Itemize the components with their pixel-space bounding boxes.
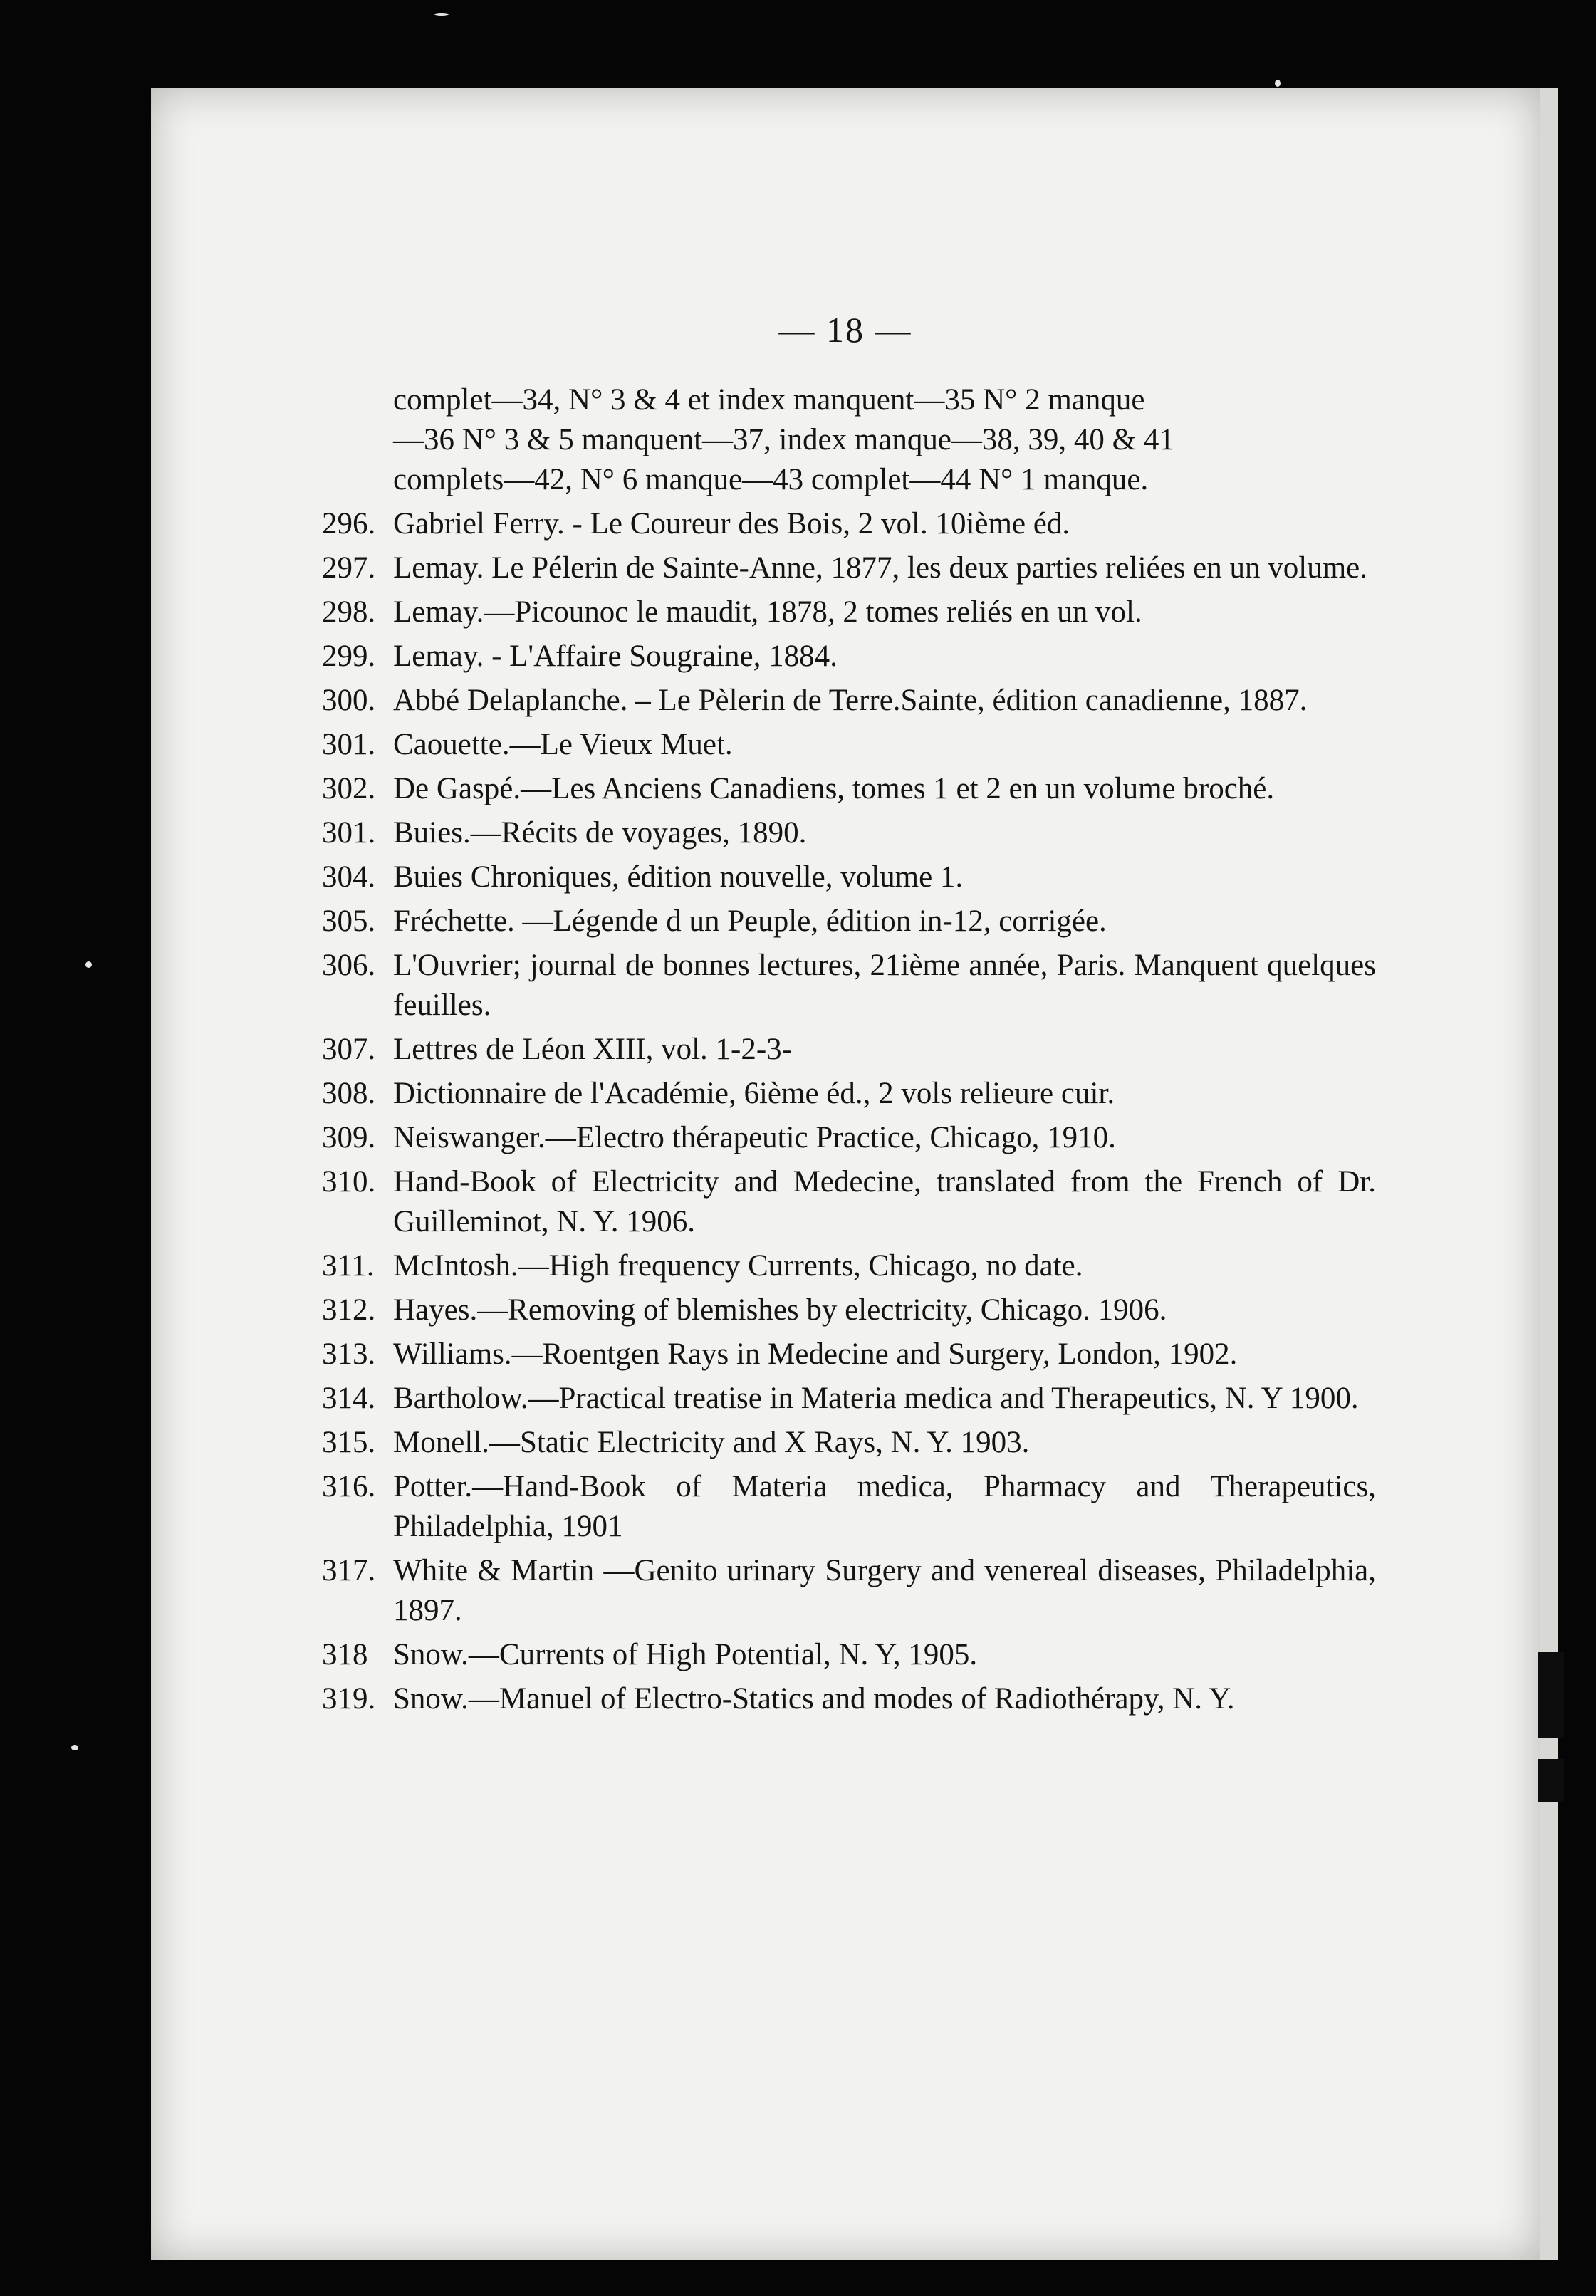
continued-line: complet—34, N° 3 & 4 et index manquent—35 N° 2 manque	[393, 383, 1145, 417]
entry-number: 304.	[322, 860, 376, 894]
catalogue-list	[322, 380, 1376, 1719]
catalogue-entry-301	[322, 725, 1376, 765]
scan-speck	[71, 1745, 78, 1750]
entry-number: 307.	[322, 1033, 376, 1066]
catalogue-entry-306	[322, 946, 1376, 1026]
entry-text: Hand-Book of Electricity and Medecine, translated from the French of Dr. Guilleminot, N. Y. 1906.	[393, 1165, 1376, 1238]
catalogue-entry-315	[322, 1423, 1376, 1463]
catalogue-entry-312	[322, 1290, 1376, 1330]
entry-text: Abbé Delaplanche. – Le Pèlerin de Terre.Sainte, édition canadienne, 1887.	[393, 684, 1308, 717]
entry-text: De Gaspé.—Les Anciens Canadiens, tomes 1 et 2 en un volume broché.	[393, 772, 1275, 805]
entry-number: 317.	[322, 1554, 376, 1587]
catalogue-entry-309	[322, 1118, 1376, 1158]
page-number: — 18 —	[778, 310, 912, 350]
entry-text: Snow.—Currents of High Potential, N. Y, 1905.	[393, 1638, 978, 1671]
scan-speck	[85, 961, 92, 968]
entry-text: Buies Chroniques, édition nouvelle, volume 1.	[393, 860, 964, 894]
entry-text: Lettres de Léon XIII, vol. 1-2-3-	[393, 1033, 792, 1066]
catalogue-entry-314	[322, 1379, 1376, 1419]
entry-number: 310.	[322, 1165, 376, 1199]
scan-speck	[434, 13, 449, 16]
catalogue-entry-298	[322, 593, 1376, 632]
entry-number: 300.	[322, 684, 376, 717]
entry-text: Lemay. - L'Affaire Sougraine, 1884.	[393, 640, 838, 673]
catalogue-entry-302	[322, 769, 1376, 809]
binding-mark	[1538, 1652, 1564, 1738]
catalogue-entry-305	[322, 902, 1376, 941]
binding-mark	[1538, 1759, 1564, 1802]
catalogue-entry-296	[322, 504, 1376, 544]
entry-number: 313.	[322, 1337, 376, 1371]
entry-text: White & Martin —Genito urinary Surgery and venereal diseases, Philadelphia, 1897.	[393, 1554, 1376, 1627]
catalogue-entry-303	[322, 813, 1376, 853]
entry-text: Buies.—Récits de voyages, 1890.	[393, 816, 807, 850]
catalogue-entry-297	[322, 548, 1376, 588]
entry-number: 318	[322, 1638, 368, 1671]
entry-text: Neiswanger.—Electro thérapeutic Practice, Chicago, 1910.	[393, 1121, 1116, 1154]
entry-text: Dictionnaire de l'Académie, 6ième éd., 2 vols relieure cuir.	[393, 1077, 1115, 1110]
document-page	[151, 88, 1540, 2260]
catalogue-entry-307	[322, 1030, 1376, 1070]
entry-text: Fréchette. —Légende d un Peuple, édition in-12, corrigée.	[393, 904, 1107, 938]
entry-text: Bartholow.—Practical treatise in Materia medica and Therapeutics, N. Y 1900.	[393, 1382, 1359, 1415]
catalogue-entry-310	[322, 1162, 1376, 1242]
entry-number: 314.	[322, 1382, 376, 1415]
entry-number: 299.	[322, 640, 376, 673]
catalogue-entry-311	[322, 1246, 1376, 1286]
catalogue-entry-304	[322, 857, 1376, 897]
entry-text: McIntosh.—High frequency Currents, Chicago, no date.	[393, 1249, 1083, 1283]
continued-line: —36 N° 3 & 5 manquent—37, index manque—38, 39, 40 & 41	[393, 423, 1174, 456]
entry-number: 301.	[322, 728, 376, 761]
catalogue-entry-319	[322, 1679, 1376, 1719]
entry-text: Lemay.—Picounoc le maudit, 1878, 2 tomes reliés en un vol.	[393, 595, 1142, 629]
entry-number: 312.	[322, 1293, 376, 1327]
entry-text: Snow.—Manuel of Electro-Statics and modes of Radiothérapy, N. Y.	[393, 1682, 1235, 1716]
entry-number: 309.	[322, 1121, 376, 1154]
entry-number: 296.	[322, 507, 376, 541]
entry-text: Gabriel Ferry. - Le Coureur des Bois, 2 vol. 10ième éd.	[393, 507, 1070, 541]
entry-number: 305.	[322, 904, 376, 938]
entry-text: Lemay. Le Pélerin de Sainte-Anne, 1877, les deux parties reliées en un volume.	[393, 551, 1368, 585]
catalogue-entry-299	[322, 637, 1376, 677]
entry-number: 311.	[322, 1249, 375, 1283]
entry-text: L'Ouvrier; journal de bonnes lectures, 21ième année, Paris. Manquent quelques feuilles.	[393, 949, 1376, 1022]
catalogue-entry-317	[322, 1551, 1376, 1631]
entry-number: 298.	[322, 595, 376, 629]
catalogue-entry-318	[322, 1635, 1376, 1675]
entry-number: 297.	[322, 551, 376, 585]
entry-number: 306.	[322, 949, 376, 982]
entry-text: Williams.—Roentgen Rays in Medecine and Surgery, London, 1902.	[393, 1337, 1238, 1371]
entry-number: 319.	[322, 1682, 376, 1716]
catalogue-entry-300	[322, 681, 1376, 721]
catalogue-entry-313	[322, 1335, 1376, 1374]
continued-entry	[322, 380, 1376, 500]
catalogue-entry-316	[322, 1467, 1376, 1547]
entry-text: Monell.—Static Electricity and X Rays, N. Y. 1903.	[393, 1426, 1030, 1459]
entry-number: 302.	[322, 772, 376, 805]
entry-number: 308.	[322, 1077, 376, 1110]
entry-number: 301.	[322, 816, 376, 850]
entry-number: 316.	[322, 1470, 376, 1503]
entry-text: Potter.—Hand-Book of Materia medica, Pharmacy and Therapeutics, Philadelphia, 1901	[393, 1470, 1376, 1543]
entry-text: Hayes.—Removing of blemishes by electricity, Chicago. 1906.	[393, 1293, 1167, 1327]
entry-number: 315.	[322, 1426, 376, 1459]
entry-text: Caouette.—Le Vieux Muet.	[393, 728, 733, 761]
adjacent-page-edge	[1540, 88, 1558, 2260]
continued-line: complets—42, N° 6 manque—43 complet—44 N° 1 manque.	[393, 463, 1149, 496]
catalogue-entry-308	[322, 1074, 1376, 1114]
scan-speck	[1275, 80, 1281, 87]
